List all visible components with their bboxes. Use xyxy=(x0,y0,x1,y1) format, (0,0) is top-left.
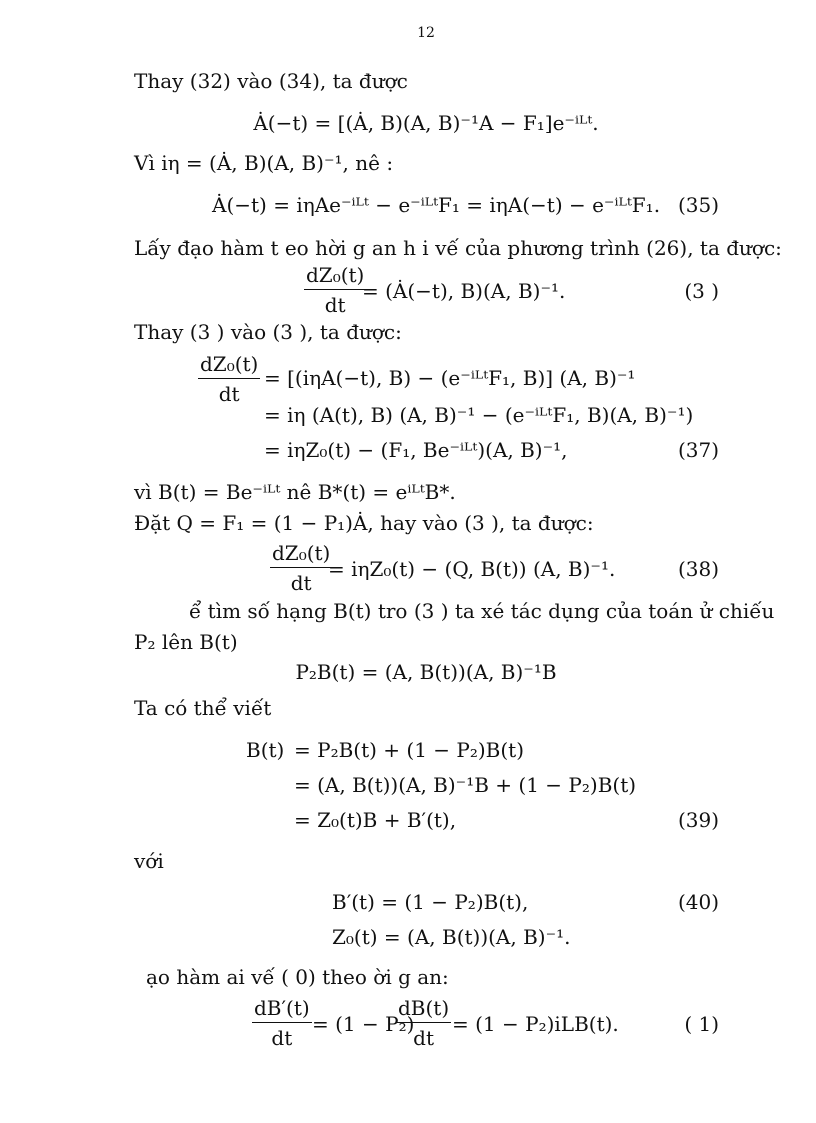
text-line-8: P₂ lên B(t) xyxy=(134,630,238,654)
equation-1: Ȧ(−t) = [(Ȧ, B)(A, B)⁻¹A − F₁]e⁻ⁱᴸᵗ. xyxy=(253,111,599,135)
equation-39-row-1: = P₂B(t) + (1 − P₂)B(t) xyxy=(294,738,525,762)
fraction-denominator: dt xyxy=(413,1026,434,1050)
fraction-denominator: dt xyxy=(271,1026,293,1050)
equation-40-row-2: Z₀(t) = (A, B(t))(A, B)⁻¹. xyxy=(332,925,571,949)
equation-35: Ȧ(−t) = iηAe⁻ⁱᴸᵗ − e⁻ⁱᴸᵗF₁ = iηA(−t) − e⁻ⁱᴸᵗF₁. xyxy=(212,193,661,217)
fraction-numerator: dB(t) xyxy=(396,996,451,1023)
fraction-numerator: dZ₀(t) xyxy=(270,541,332,568)
text-line-3: Lấy đạo hàm t eo hời g an h i vế của phương trình (26), ta được: xyxy=(134,236,782,260)
equation-36-rhs: = (Ȧ(−t), B)(A, B)⁻¹. xyxy=(362,279,566,303)
text-line-7: ể tìm số hạng B(t) tro (3 ) ta xé tác dụng của toán ử chiếu xyxy=(189,599,775,623)
fraction-denominator: dt xyxy=(324,293,346,317)
equation-39-row-2: = (A, B(t))(A, B)⁻¹B + (1 − P₂)B(t) xyxy=(294,773,637,797)
text-line-2: Vì iη = (Ȧ, B)(A, B)⁻¹, nê : xyxy=(134,151,394,175)
equation-number-37: (37) xyxy=(677,438,719,462)
fraction-denominator: dt xyxy=(290,571,312,595)
equation-37-row-3: = iηZ₀(t) − (F₁, Be⁻ⁱᴸᵗ)(A, B)⁻¹, xyxy=(264,438,568,462)
text-line-10: với xyxy=(134,849,164,873)
page-number: 12 xyxy=(417,25,435,41)
text-line-4: Thay (3 ) vào (3 ), ta được: xyxy=(134,320,402,344)
equation-number-40: (40) xyxy=(677,890,719,914)
text-line-6: Đặt Q = F₁ = (1 − P₁)Ȧ, hay vào (3 ), ta được: xyxy=(134,511,594,535)
equation-39-row-3: = Z₀(t)B + B′(t), xyxy=(294,808,457,832)
fraction-dz0-dt-2 xyxy=(198,352,260,406)
equation-37-row-2: = iη (A(t), B) (A, B)⁻¹ − (e⁻ⁱᴸᵗF₁, B)(A, B)⁻¹) xyxy=(264,403,694,427)
equation-39-lhs: B(t) xyxy=(246,738,285,762)
equation-40-row-1: B′(t) = (1 − P₂)B(t), xyxy=(332,890,529,914)
equation-41-rhs: = (1 − P₂)iLB(t). xyxy=(452,1012,619,1036)
equation-41-mid: = (1 − P₂) xyxy=(312,1012,415,1036)
fraction-numerator: dZ₀(t) xyxy=(198,352,260,379)
fraction-dz0-dt-1 xyxy=(304,263,366,317)
text-line-5: vì B(t) = Be⁻ⁱᴸᵗ nê B*(t) = eⁱᴸᵗB*. xyxy=(134,480,456,504)
fraction-numerator: dZ₀(t) xyxy=(304,263,366,290)
equation-37-row-1: = [(iηA(−t), B) − (e⁻ⁱᴸᵗF₁, B)] (A, B)⁻¹ xyxy=(264,366,636,390)
equation-number-35: (35) xyxy=(677,193,719,217)
text-line-11: ạo hàm ai vế ( 0) theo ời g an: xyxy=(146,965,449,989)
equation-38-rhs: = iηZ₀(t) − (Q, B(t)) (A, B)⁻¹. xyxy=(328,557,616,581)
text-line-1: Thay (32) vào (34), ta được xyxy=(134,69,408,93)
fraction-dbprime-dt xyxy=(252,996,312,1050)
fraction-dz0-dt-3 xyxy=(270,541,332,595)
equation-projection: P₂B(t) = (A, B(t))(A, B)⁻¹B xyxy=(295,660,557,684)
equation-number-39: (39) xyxy=(677,808,719,832)
text-line-9: Ta có thể viết xyxy=(134,696,272,720)
fraction-db-dt xyxy=(396,996,451,1050)
equation-number-36: (3 ) xyxy=(684,279,719,303)
fraction-denominator: dt xyxy=(218,382,240,406)
fraction-numerator: dB′(t) xyxy=(252,996,312,1023)
equation-number-41: ( 1) xyxy=(684,1012,719,1036)
equation-number-38: (38) xyxy=(677,557,719,581)
